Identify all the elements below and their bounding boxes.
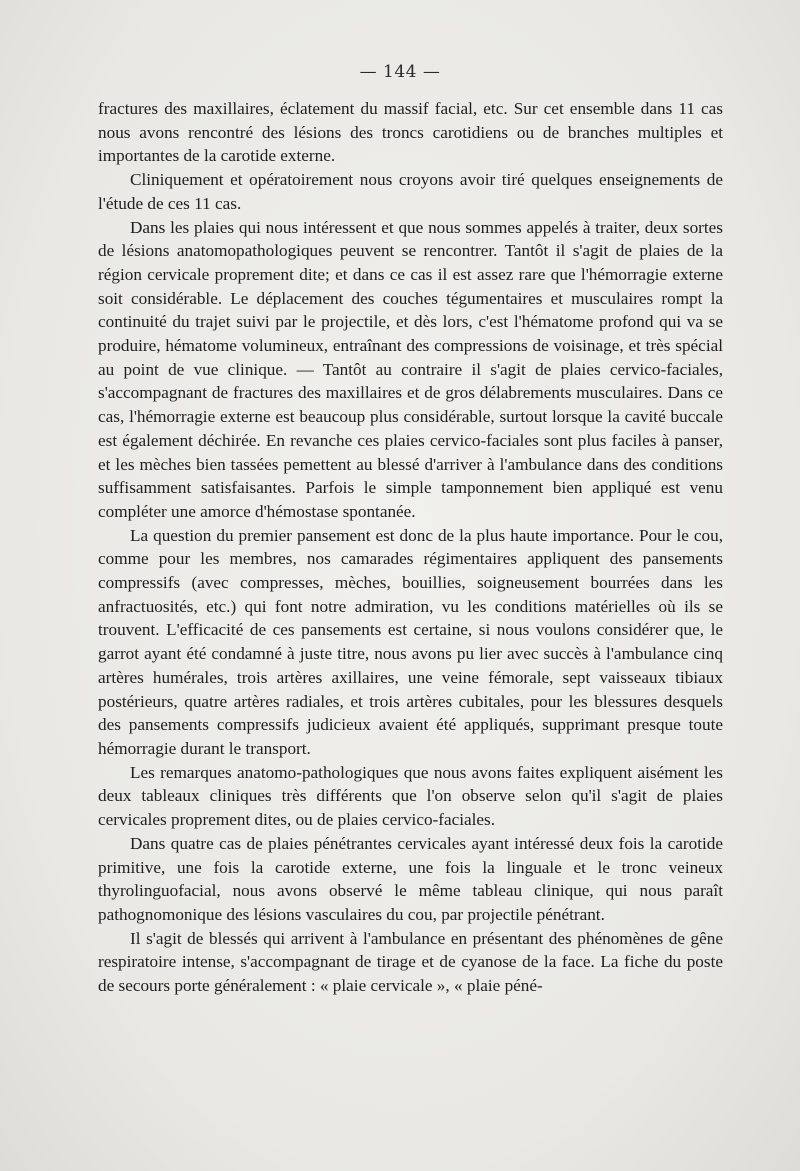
paragraph: Cliniquement et opératoirement nous croyons avoir tiré quelques enseignements de l'étude de ces 11 cas. bbox=[98, 170, 723, 213]
paragraph: Dans les plaies qui nous intéressent et que nous sommes appelés à traiter, deux sortes de lésions anatomopathologiques peuvent se rencontrer. Tantôt il s'agit de plaies de la région cervicale proprement dite; et dans ce cas il est assez rare que l'hémorragie externe soit considérable. Le déplacement des couches tégumentaires et musculaires rompt la continuité du trajet suivi par le projectile, et dès lors, c'est l'hématome profond qui va se produire, hématome volumineux, entraînant des compressions de voisinage, et très spécial au point de vue clinique. — Tantôt au contraire il s'agit de plaies cervico-faciales, s'accompagnant de fractures des maxillaires et de gros délabrements musculaires. Dans ce cas, l'hémorragie externe est beaucoup plus considérable, surtout lorsque la cavité buccale est également déchirée. En revanche ces plaies cervico-faciales sont plus faciles à panser, et les mèches bien tassées pemettent au blessé d'arriver à l'ambulance dans des conditions suffisamment satisfaisantes. Parfois le simple tamponnement bien appliqué est venu compléter une amorce d'hémostase spontanée. bbox=[98, 217, 723, 521]
paragraph: fractures des maxillaires, éclatement du massif facial, etc. Sur cet ensemble dans 11 cas nous avons rencontré des lésions des troncs carotidiens ou de branches multiples et importantes de la carotide externe. bbox=[98, 99, 723, 166]
paragraph: La question du premier pansement est donc de la plus haute importance. Pour le cou, comme pour les membres, nos camarades régimentaires appliquent des pansements compressifs (avec compresses, mèches, bouillies, soigneusement bourrées dans les anfractuosités, etc.) qui font notre admiration, vu les conditions matérielles où ils se trouvent. L'efficacité de ces pansements est certaine, si nous voulons considérer que, le garrot ayant été condamné à juste titre, nous avons pu lier avec succès à l'ambulance cinq artères humérales, trois artères axillaires, une veine fémorale, sept vaisseaux tibiaux postérieurs, quatre artères radiales, et trois artères cubitales, pour les blessures desquels des pansements compressifs judicieux avaient été appliqués, supprimant presque toute hémorragie durant le transport. bbox=[98, 525, 723, 758]
paragraph: Dans quatre cas de plaies pénétrantes cervicales ayant intéressé deux fois la carotide primitive, une fois la carotide externe, une fois la linguale et le tronc veineux thyrolinguofacial, nous avons observé le même tableau clinique, qui nous paraît pathognomonique des lésions vasculaires du cou, par projectile pénétrant. bbox=[98, 833, 723, 924]
body-text bbox=[98, 97, 723, 998]
page-number: — 144 — bbox=[359, 62, 441, 82]
paragraph: Les remarques anatomo-pathologiques que nous avons faites expliquent aisément les deux tableaux cliniques très différents que l'on observe selon qu'il s'agit de plaies cervicales proprement dites, ou de plaies cervico-faciales. bbox=[98, 762, 723, 830]
paragraph: Il s'agit de blessés qui arrivent à l'ambulance en présentant des phénomènes de gêne respiratoire intense, s'accompagnant de tirage et de cyanose de la face. La fiche du poste de secours porte généralement : « plaie cervicale », « plaie péné- bbox=[98, 928, 723, 996]
